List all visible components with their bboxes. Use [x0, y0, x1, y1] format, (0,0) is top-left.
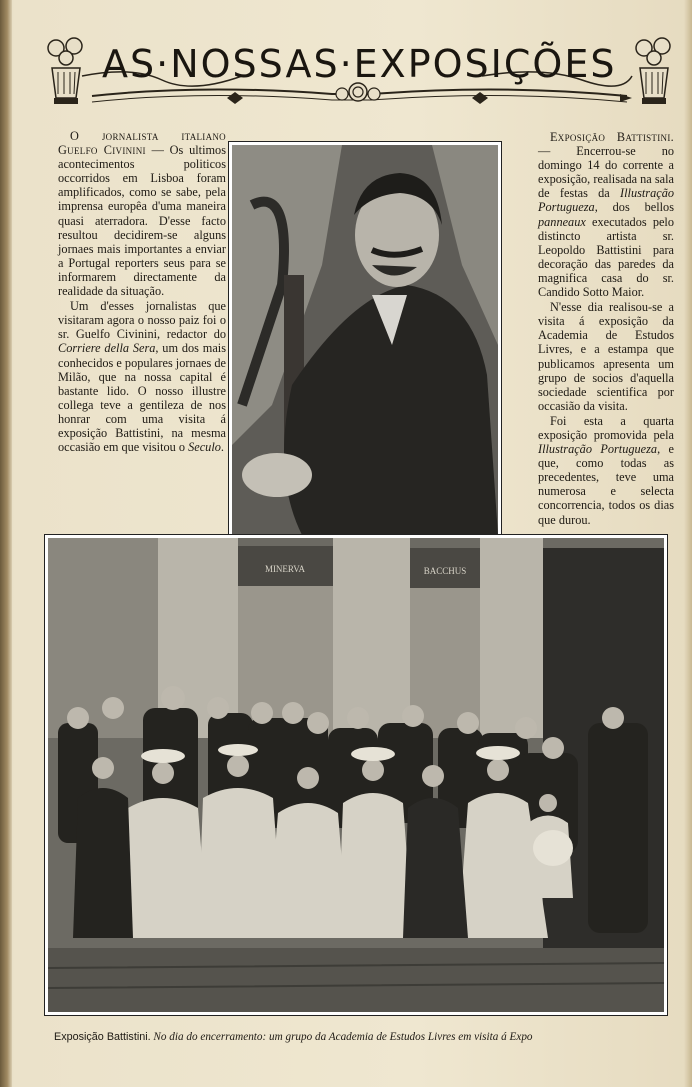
- paragraph-text: — Os ultimos acontecimentos politicos occorridos em Lisboa foram amplificados, como se sabe, pela imprensa europêa d'uma maneira quasi aterradora. D'esse facto resultou decidirem-se alguns jornaes mais importantes a enviar a Portugal reporters seus para se informarem directamente da realidade da situação.: [58, 143, 226, 299]
- paragraph: [58, 129, 226, 298]
- article-lead: Exposição Battistini.: [550, 130, 674, 144]
- flower-vase-icon: [44, 36, 88, 106]
- section-header: [42, 36, 678, 118]
- newspaper-name: Seculo: [188, 440, 221, 455]
- paragraph: [538, 414, 674, 527]
- paragraph-text: , dos bellos: [594, 200, 674, 215]
- page-title: AS·NOSSAS·EXPOSIÇÕES: [102, 42, 617, 86]
- portrait-photo: [228, 141, 502, 539]
- caption-lead: Exposição Battistini.: [54, 1031, 151, 1043]
- paragraph-text: Um d'esses jornalistas que visitaram agora o nosso paiz foi o sr. Guelfo Civinini, redactor do: [58, 299, 226, 342]
- article-lead: O jornalista italiano Guelfo Civinini: [58, 129, 226, 158]
- paragraph-text: Foi esta a quarta exposição promovida pela: [538, 413, 674, 442]
- paragraph: N'esse dia realisou-se a visita á exposição da Academia de Estudos Livres, e a estampa que publicamos apresenta um grupo de socios d'aquella sociedade scientifica por occasião da visita.: [538, 300, 674, 413]
- portrait-image: [232, 145, 498, 535]
- man-portrait-illustration: [232, 145, 498, 535]
- group-scene-illustration: [48, 538, 664, 1012]
- paragraph-text: , um dos mais conhecidos e populares jornaes de Milão, que na nossa capital é bastante lido. O nosso illustre collega teve a gentileza de nos honrar com uma visita á exposição Battistini, na mesma occasião em que visitou o: [58, 341, 226, 455]
- panel-label: MINERVA: [264, 564, 306, 574]
- paragraph-text: , e que, como todas as precedentes, teve uma numerosa e selecta concorrencia, todos os dias que durou.: [538, 442, 674, 527]
- page-binding: [0, 0, 12, 1087]
- paragraph-text: .: [220, 440, 224, 455]
- newspaper-name: Corriere della Sera: [58, 341, 156, 356]
- paragraph-text: — Encerrou-se no domingo 14 do corrente a exposição, realisada na sala de festas da: [538, 144, 674, 201]
- paragraph: [538, 130, 674, 299]
- foreign-term: panneaux: [538, 214, 586, 229]
- magazine-name: Illustração Portugueza: [538, 442, 658, 457]
- caption-text: No dia do encerramento: um grupo da Academia de Estudos Livres em visita á Expo: [150, 1031, 533, 1043]
- article-battistini: [538, 130, 674, 528]
- magazine-name: Illustração Portugueza: [538, 186, 674, 215]
- panel-label: BACCHUS: [423, 566, 467, 576]
- photo-caption: [54, 1031, 674, 1043]
- paragraph-text: executados pelo distincto artista sr. Leopoldo Battistini para decoração das paredes da magnifica casa do sr. Candido Sotto Maior.: [538, 214, 674, 300]
- group-image: [48, 538, 664, 1012]
- group-photo: [44, 534, 668, 1016]
- page-edge: [684, 0, 692, 1087]
- flower-vase-icon: [632, 36, 676, 106]
- article-civinini: [58, 129, 226, 455]
- paragraph: [58, 299, 226, 454]
